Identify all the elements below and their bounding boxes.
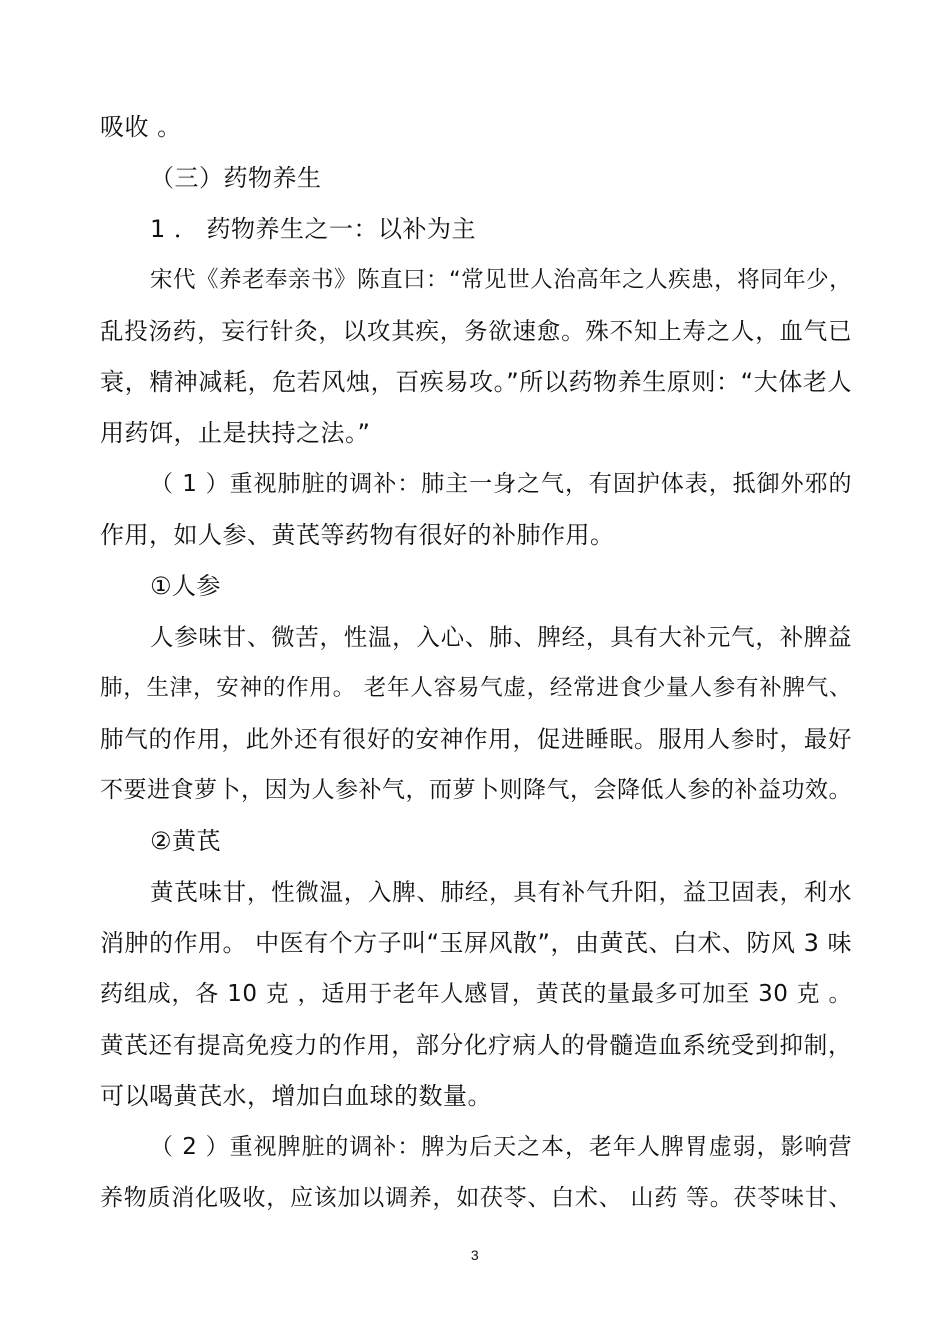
text-line: 黄芪还有提高免疫力的作用，部分化疗病人的骨髓造血系统受到抑制， <box>100 1031 852 1059</box>
text-line: 用药饵，止是扶持之法。” <box>100 419 371 447</box>
text-line: 肺气的作用，此外还有很好的安神作用，促进睡眠。服用人参时，最好 <box>100 725 852 753</box>
text-line: 养物质消化吸收，应该加以调养，如茯苓、白术、 山药 等。茯苓味甘、 <box>100 1185 852 1211</box>
text-line: 消肿的作用。 中医有个方子叫“玉屏风散”，由黄芪、白术、防风 3 味 <box>100 929 853 957</box>
text-line: 作用，如人参、黄芪等药物有很好的补肺作用。 <box>100 521 615 549</box>
item-heading: ②黄芪 <box>150 827 222 855</box>
text-line: 不要进食萝卜，因为人参补气，而萝卜则降气，会降低人参的补益功效。 <box>100 777 852 803</box>
text-line: 衰，精神减耗，危若风烛，百疾易攻。”所以药物养生原则：“大体老人 <box>100 368 852 396</box>
text-line: 人参味甘、微苦，性温，入心、肺、脾经，具有大补元气，补脾益 <box>150 623 852 651</box>
page-number: 3 <box>470 1247 480 1263</box>
text-line: 宋代《养老奉亲书》陈直曰：“常见世人治高年之人疾患，将同年少， <box>150 267 853 293</box>
text-line: 可以喝黄芪水，增加白血球的数量。 <box>100 1082 492 1110</box>
text-line: （ 1 ）重视肺脏的调补：肺主一身之气，有固护体表，抵御外邪的 <box>150 471 852 497</box>
text-line: （ 2 ）重视脾脏的调补：脾为后天之本，老年人脾胃虚弱，影响营 <box>150 1134 852 1160</box>
text-line: 吸收 。 <box>100 113 182 141</box>
text-line: 黄芪味甘，性微温，入脾、肺经，具有补气升阳，益卫固表，利水 <box>150 878 852 906</box>
text-line: 乱投汤药，妄行针灸，以攻其疾，务欲速愈。殊不知上寿之人，血气已 <box>100 317 852 345</box>
text-line: 药组成，各 10 克 ，适用于老年人感冒，黄芪的量最多可加至 30 克 。 <box>100 981 852 1007</box>
item-heading: ①人参 <box>150 572 222 600</box>
text-line: 肺，生津，安神的作用。 老年人容易气虚，经常进食少量人参有补脾气、 <box>100 675 852 701</box>
subsection-heading: 1 ． 药物养生之一：以补为主 <box>150 215 477 243</box>
section-heading: （三）药物养生 <box>150 164 322 192</box>
